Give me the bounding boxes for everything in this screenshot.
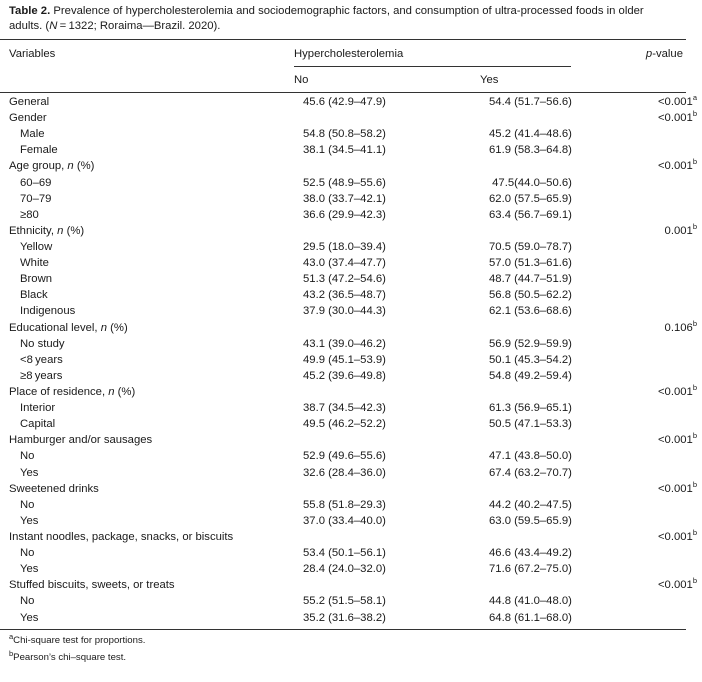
cell-p-value: [619, 303, 702, 319]
cell-p-value: [619, 94, 702, 110]
p-value-footnote-mark: b: [692, 383, 697, 393]
cell-no: 52.5 (48.9–55.6): [303, 176, 386, 189]
row-label: [0, 271, 303, 287]
cell-yes: [489, 158, 619, 174]
cell-no: 49.9 (45.1–53.9): [303, 353, 386, 366]
cell-no: 32.6 (28.4–36.0): [303, 466, 386, 479]
row-label-suffix: (%): [114, 386, 136, 399]
table-row: [0, 207, 702, 223]
cell-yes: 44.8 (41.0–48.0): [489, 595, 572, 608]
cell-yes: [489, 432, 619, 448]
cell-yes: 62.0 (57.5–65.9): [489, 192, 572, 205]
cell-p-value: [619, 239, 702, 255]
row-label: [0, 513, 303, 529]
table-row: [0, 561, 702, 577]
row-label: [0, 448, 303, 464]
p-value-footnote-mark: b: [692, 528, 697, 538]
table-row: [0, 287, 702, 303]
row-label-text: No: [20, 595, 35, 608]
header-p-suffix: -value: [652, 48, 683, 60]
table-row: [0, 432, 702, 448]
cell-yes: 64.8 (61.1–68.0): [489, 611, 572, 624]
table-row: [0, 400, 702, 416]
table-row: [0, 191, 702, 207]
row-label-text: White: [20, 257, 49, 270]
cell-yes: 63.4 (56.7–69.1): [489, 208, 572, 221]
row-label: [0, 610, 303, 626]
cell-p-value: [619, 336, 702, 352]
row-label-suffix: (%): [73, 160, 95, 173]
p-value-text: <0.001: [657, 531, 693, 543]
cell-no: 55.8 (51.8–29.3): [303, 498, 386, 511]
row-label-text: Sweetened drinks: [9, 482, 99, 495]
table-row: [0, 529, 702, 545]
cell-no: [303, 481, 489, 497]
cell-no: 54.8 (50.8–58.2): [303, 128, 386, 141]
data-table: [0, 94, 702, 626]
row-label: [0, 384, 303, 400]
cell-yes: 50.1 (45.3–54.2): [489, 353, 572, 366]
footnote-a-mark: a: [9, 631, 14, 641]
table-row: [0, 465, 702, 481]
p-value-text: <0.001: [657, 96, 693, 109]
row-label-text: Educational level,: [9, 321, 101, 334]
top-rule: [0, 39, 686, 40]
cell-p-value: [619, 561, 702, 577]
p-value-footnote-mark: a: [692, 93, 697, 103]
cell-yes: 50.5 (47.1–53.3): [489, 418, 572, 431]
row-label: [0, 352, 303, 368]
table-row: [0, 593, 702, 609]
cell-p-value: [619, 481, 702, 497]
cell-p-value: [619, 400, 702, 416]
row-label-text: ≥80: [20, 208, 39, 221]
header-rule: [0, 92, 686, 93]
table-row: [0, 223, 702, 239]
cell-yes: [489, 481, 619, 497]
row-label-text: Indigenous: [20, 305, 76, 318]
p-value-footnote-mark: b: [692, 318, 697, 328]
cell-yes: [489, 577, 619, 593]
cell-yes: [489, 110, 619, 126]
table-row: [0, 481, 702, 497]
row-label: [0, 465, 303, 481]
table-row: [0, 126, 702, 142]
cell-yes: 56.9 (52.9–59.9): [489, 337, 572, 350]
row-label-n: n: [100, 321, 107, 334]
row-label-text: No study: [20, 337, 65, 350]
p-value-text: <0.001: [657, 434, 693, 447]
cell-yes: [489, 223, 619, 239]
cell-p-value: [619, 142, 702, 158]
row-label-text: ≥8 years: [20, 369, 63, 382]
footnote-a-text: Chi-square test for proportions.: [13, 635, 146, 646]
table-body: [0, 94, 702, 626]
cell-p-value: [619, 465, 702, 481]
cell-yes: 46.6 (43.4–49.2): [489, 547, 572, 560]
cell-p-value: [619, 368, 702, 384]
cell-no: 53.4 (50.1–56.1): [303, 547, 386, 560]
row-label-text: Brown: [20, 273, 53, 286]
row-label: [0, 191, 303, 207]
row-label-text: Interior: [20, 402, 56, 415]
bottom-rule: [0, 629, 686, 630]
cell-yes: 54.4 (51.7–56.6): [489, 96, 572, 109]
table-row: [0, 336, 702, 352]
cell-no: 43.2 (36.5–48.7): [303, 289, 386, 302]
row-label: [0, 545, 303, 561]
cell-no: 38.0 (33.7–42.1): [303, 192, 386, 205]
row-label: [0, 94, 303, 110]
cell-p-value: [619, 158, 702, 174]
cell-p-value: [619, 448, 702, 464]
p-value-footnote-mark: b: [692, 109, 697, 119]
cell-no: 28.4 (24.0–32.0): [303, 563, 386, 576]
table-row: [0, 303, 702, 319]
cell-p-value: [619, 432, 702, 448]
row-label-text: Age group,: [9, 160, 68, 173]
row-label-text: Place of residence,: [9, 386, 109, 399]
cell-no: 38.7 (34.5–42.3): [303, 402, 386, 415]
row-label: [0, 481, 303, 497]
cell-yes: 71.6 (67.2–75.0): [489, 563, 572, 576]
row-label-text: No: [20, 498, 35, 511]
header-hypercholesterolemia: Hypercholesterolemia: [294, 48, 404, 60]
cell-no: [303, 110, 489, 126]
table-row: [0, 239, 702, 255]
cell-no: 37.9 (30.0–44.3): [303, 305, 386, 318]
cell-p-value: [619, 384, 702, 400]
header-yes: Yes: [480, 74, 499, 86]
header-group-rule: [294, 66, 571, 67]
table-row: [0, 368, 702, 384]
row-label-text: Yes: [20, 514, 39, 527]
cell-no: 43.0 (37.4–47.7): [303, 257, 386, 270]
row-label: [0, 126, 303, 142]
row-label-suffix: (%): [63, 224, 85, 237]
cell-no: 43.1 (39.0–46.2): [303, 337, 386, 350]
cell-p-value: [619, 610, 702, 626]
cell-yes: 44.2 (40.2–47.5): [489, 498, 572, 511]
row-label-text: 60–69: [20, 176, 52, 189]
cell-yes: 54.8 (49.2–59.4): [489, 369, 572, 382]
cell-yes: [489, 529, 619, 545]
cell-yes: [489, 384, 619, 400]
cell-no: 45.6 (42.9–47.9): [303, 96, 386, 109]
cell-no: 55.2 (51.5–58.1): [303, 595, 386, 608]
caption-line-2-pre: adults. (: [9, 20, 50, 32]
row-label-text: Male: [20, 128, 45, 141]
cell-yes: 57.0 (51.3–61.6): [489, 257, 572, 270]
p-value-footnote-mark: b: [692, 479, 697, 489]
table-row: [0, 416, 702, 432]
footnote-a: [9, 631, 146, 647]
row-label: [0, 255, 303, 271]
cell-p-value: [619, 271, 702, 287]
table-row: [0, 545, 702, 561]
row-label: [0, 529, 303, 545]
cell-p-value: [619, 255, 702, 271]
cell-yes: 48.7 (44.7–51.9): [489, 273, 572, 286]
table-row: [0, 384, 702, 400]
row-label: [0, 158, 303, 174]
cell-no: [303, 577, 489, 593]
cell-p-value: [619, 175, 702, 191]
caption-line-2-post: = 1322; Roraima—Brazil. 2020).: [57, 20, 221, 32]
table-row: [0, 142, 702, 158]
cell-yes: 56.8 (50.5–62.2): [489, 289, 572, 302]
row-label: [0, 239, 303, 255]
row-label-text: Stuffed biscuits, sweets, or treats: [9, 579, 175, 592]
row-label-text: Black: [20, 289, 48, 302]
cell-yes: 61.3 (56.9–65.1): [489, 402, 572, 415]
row-label: [0, 110, 303, 126]
row-label-text: Yes: [20, 611, 39, 624]
cell-p-value: [619, 320, 702, 336]
p-value-text: <0.001: [657, 579, 693, 592]
cell-no: [303, 529, 489, 545]
cell-p-value: [619, 529, 702, 545]
row-label: [0, 432, 303, 448]
row-label: [0, 142, 303, 158]
row-label-n: n: [108, 386, 115, 399]
table-row: [0, 94, 702, 110]
cell-yes: 61.9 (58.3–64.8): [489, 144, 572, 157]
row-label-n: n: [57, 224, 64, 237]
cell-p-value: [619, 191, 702, 207]
table-caption: [9, 4, 681, 34]
cell-no: [303, 223, 489, 239]
cell-no: 51.3 (47.2–54.6): [303, 273, 386, 286]
row-label: [0, 593, 303, 609]
cell-no: [303, 158, 489, 174]
row-label-text: No: [20, 547, 35, 560]
cell-no: 36.6 (29.9–42.3): [303, 208, 386, 221]
cell-yes: 45.2 (41.4–48.6): [489, 128, 572, 141]
row-label: [0, 368, 303, 384]
table-row: [0, 513, 702, 529]
cell-p-value: [619, 545, 702, 561]
p-value-footnote-mark: b: [692, 157, 697, 167]
cell-p-value: [619, 223, 702, 239]
table-row: [0, 158, 702, 174]
cell-yes: 70.5 (59.0–78.7): [489, 241, 572, 254]
header-variables: Variables: [9, 48, 56, 60]
cell-no: [303, 432, 489, 448]
table-label: Table 2.: [9, 5, 51, 17]
row-label-text: <8 years: [20, 353, 63, 366]
cell-p-value: [619, 126, 702, 142]
footnote-b-text: Pearson’s chi–square test.: [13, 652, 127, 663]
cell-no: 38.1 (34.5–41.1): [303, 144, 386, 157]
row-label-text: Hamburger and/or sausages: [9, 434, 153, 447]
cell-p-value: [619, 497, 702, 513]
cell-no: 49.5 (46.2–52.2): [303, 418, 386, 431]
cell-p-value: [619, 593, 702, 609]
p-value-text: <0.001: [657, 112, 693, 125]
cell-p-value: [619, 287, 702, 303]
cell-no: 29.5 (18.0–39.4): [303, 241, 386, 254]
row-label-suffix: (%): [107, 321, 128, 334]
row-label: [0, 287, 303, 303]
cell-p-value: [619, 577, 702, 593]
table-row: [0, 271, 702, 287]
row-label: [0, 416, 303, 432]
table-row: [0, 448, 702, 464]
table-row: [0, 320, 702, 336]
cell-p-value: [619, 513, 702, 529]
cell-yes: 63.0 (59.5–65.9): [489, 514, 572, 527]
cell-p-value: [619, 110, 702, 126]
row-label-text: 70–79: [20, 192, 52, 205]
table-row: [0, 255, 702, 271]
row-label: [0, 336, 303, 352]
cell-p-value: [619, 352, 702, 368]
table-row: [0, 577, 702, 593]
table-row: [0, 352, 702, 368]
cell-no: 52.9 (49.6–55.6): [303, 450, 386, 463]
row-label-n: n: [67, 160, 74, 173]
cell-no: 45.2 (39.6–49.8): [303, 369, 386, 382]
row-label-text: Gender: [9, 112, 47, 125]
p-value-text: 0.001: [664, 224, 693, 237]
p-value-text: <0.001: [657, 482, 693, 495]
cell-yes: 47.5(44.0–50.6): [489, 176, 572, 189]
header-p-value: [646, 47, 683, 61]
row-label-text: Yes: [20, 466, 39, 479]
cell-p-value: [619, 207, 702, 223]
p-value-text: <0.001: [657, 386, 693, 399]
table-row: [0, 610, 702, 626]
caption-n-symbol: N: [49, 20, 58, 32]
header-no: No: [294, 74, 309, 86]
row-label-text: Female: [20, 144, 58, 157]
p-value-footnote-mark: b: [692, 431, 697, 441]
cell-no: 37.0 (33.4–40.0): [303, 514, 386, 527]
cell-yes: [489, 320, 619, 336]
row-label: [0, 497, 303, 513]
p-value-footnote-mark: b: [692, 576, 697, 586]
footnote-b-mark: b: [9, 648, 14, 658]
row-label-text: Ethnicity,: [9, 224, 58, 237]
p-value-text: 0.106: [664, 321, 693, 334]
cell-no: 35.2 (31.6–38.2): [303, 611, 386, 624]
cell-yes: 62.1 (53.6–68.6): [489, 305, 572, 318]
cell-no: [303, 320, 489, 336]
row-label-text: Yes: [20, 563, 39, 576]
row-label: [0, 320, 303, 336]
cell-p-value: [619, 416, 702, 432]
p-value-footnote-mark: b: [692, 222, 697, 232]
p-value-text: <0.001: [657, 160, 693, 173]
row-label-text: Yellow: [20, 241, 53, 254]
row-label-text: No: [20, 450, 35, 463]
row-label: [0, 400, 303, 416]
footnote-b: [9, 648, 127, 664]
table-row: [0, 110, 702, 126]
row-label: [0, 207, 303, 223]
row-label: [0, 577, 303, 593]
header-p-symbol: p: [645, 48, 653, 60]
cell-yes: 47.1 (43.8–50.0): [489, 450, 572, 463]
row-label-text: General: [9, 96, 50, 109]
caption-line-1: Prevalence of hypercholesterolemia and sociodemographic factors, and consumption of ultra-processed foods in older: [50, 5, 644, 17]
cell-no: [303, 384, 489, 400]
row-label: [0, 303, 303, 319]
table-row: [0, 497, 702, 513]
row-label: [0, 561, 303, 577]
row-label-text: Capital: [20, 418, 56, 431]
table-row: [0, 175, 702, 191]
cell-yes: 67.4 (63.2–70.7): [489, 466, 572, 479]
row-label-text: Instant noodles, package, snacks, or biscuits: [9, 531, 234, 543]
row-label: [0, 223, 303, 239]
row-label: [0, 175, 303, 191]
